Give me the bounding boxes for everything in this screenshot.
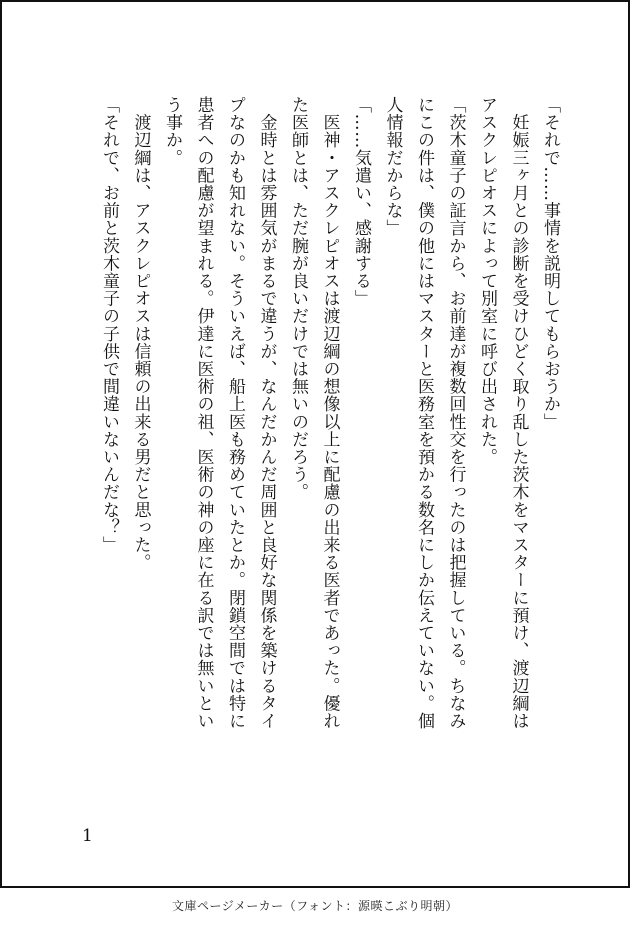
footer-credit: 文庫ページメーカー（フォント：源暎こぶり明朝） bbox=[171, 899, 459, 913]
text-line: 医神・アスクレピオスは渡辺綱の想像以上に配慮の出来る医者であった。優れ bbox=[319, 96, 340, 730]
text-line: プなのかも知れない。そういえば、船上医も務めていたとか。閉鎖空間では特に bbox=[225, 96, 245, 730]
text-line: 「茨木童子の証言から、お前達が複数回性交を行ったのは把握している。ちなみ bbox=[445, 96, 466, 730]
text-line: 渡辺綱は、アスクレピオスは信頼の出来る男だと思った。 bbox=[130, 96, 151, 572]
text-line: 「それで……事情を説明してもらおうか」 bbox=[540, 96, 560, 431]
text-line: 「……気遣い、感謝する」 bbox=[351, 96, 371, 308]
text-line: う事か。 bbox=[162, 96, 182, 167]
text-line: アスクレピオスによって別室に呼び出された。 bbox=[477, 96, 497, 466]
text-line: 人情報だからな」 bbox=[382, 96, 403, 237]
text-line: 妊娠三ヶ月との診断を受けひどく取り乱した茨木をマスターに預け、渡辺綱は bbox=[508, 96, 529, 730]
text-line: 患者への配慮が望まれる。伊達に医術の祖、医術の神の座に在る訳では無いとい bbox=[193, 96, 214, 730]
text-line: 「それで、お前と茨木童子の子供で間違いないんだな？」 bbox=[99, 96, 119, 554]
text-line: にこの件は、僕の他にはマスターと医務室を預かる数名にしか伝えていない。個 bbox=[414, 96, 434, 730]
page-number: 1 bbox=[82, 826, 93, 846]
vertical-text-body bbox=[93, 96, 566, 866]
text-line: た医師とは、ただ腕が良いだけでは無いのだろう。 bbox=[288, 96, 308, 501]
text-line: 金時とは雰囲気がまるで違うが、なんだかんだ周囲と良好な関係を築けるタイ bbox=[256, 96, 277, 730]
